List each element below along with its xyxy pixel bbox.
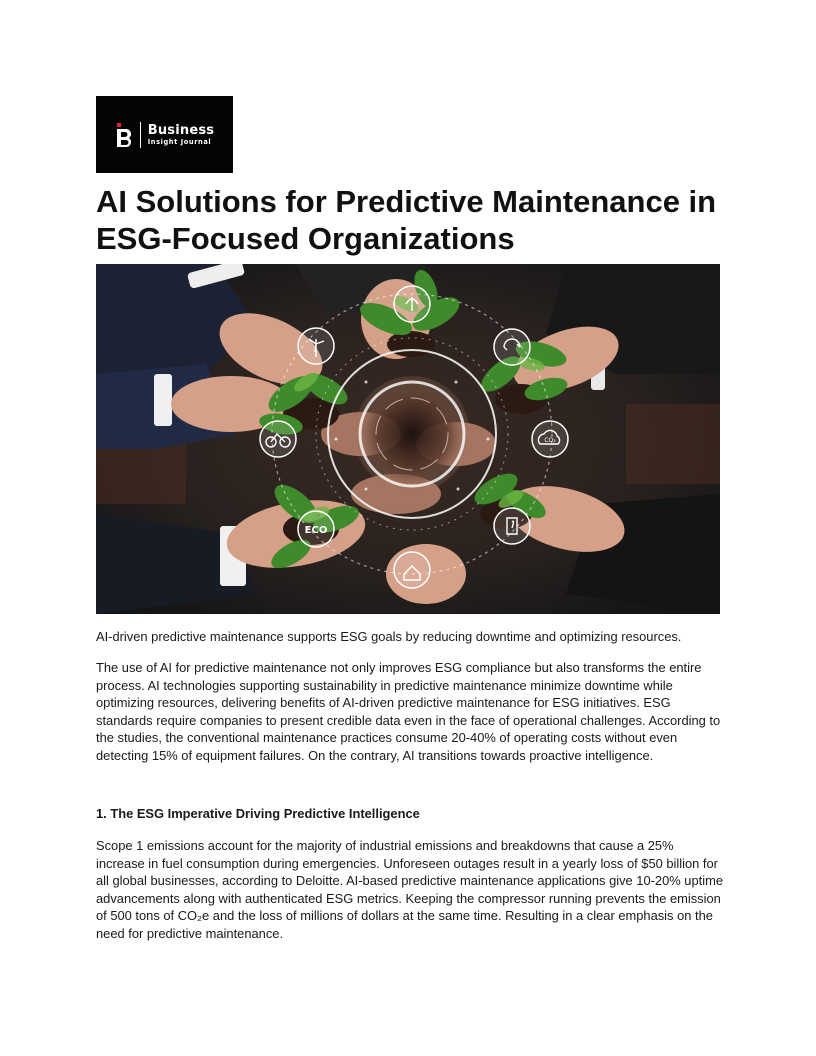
- eco-label: ECO: [304, 525, 328, 536]
- business-insight-logo-mark: [115, 121, 135, 149]
- article-title: AI Solutions for Predictive Maintenance in ESG-Focused Organizations: [96, 184, 717, 256]
- hands-holding-plants-illustration: [96, 264, 720, 614]
- logo-name: Business: [147, 122, 215, 138]
- image-caption: AI-driven predictive maintenance supports ESG goals by reducing downtime and optimizing resources.: [96, 629, 682, 644]
- hero-image: [96, 264, 720, 614]
- logo-tagline: Insight Journal: [147, 137, 212, 146]
- logo-divider: [140, 122, 141, 148]
- article-paragraph: Scope 1 emissions account for the majority of industrial emissions and breakdowns that cause a 25% increase in fuel consumption during emergencies. Unforeseen outages result in a yearly loss of $50 billion for all global businesses, according to Deloitte. AI-based predictive maintenance applications give 10-20% uptime advancements along with authenticated ESG metrics. Keeping the compressor running prevents the emission of 500 tons of CO₂e and the loss of millions of dollars at the same time. Resulting in a clear emphasis on the need for predictive maintenance.: [96, 838, 723, 941]
- article-paragraph: The use of AI for predictive maintenance not only improves ESG compliance but also transforms the entire process. AI technologies supporting sustainability in predictive maintenance minimize downtime while optimizing resources, delivering benefits of AI-driven predictive maintenance for ESG initiatives. ESG standards require companies to present credible data even in the face of operational challenges. According to the studies, the conventional maintenance practices consume 20-40% of operating costs without even detecting 15% of equipment failures. On the contrary, AI transitions towards proactive intelligence.: [96, 660, 721, 763]
- co2-label: CO₂: [544, 437, 556, 444]
- publisher-logo[interactable]: [96, 96, 233, 173]
- section-heading: 1. The ESG Imperative Driving Predictive Intelligence: [96, 806, 420, 821]
